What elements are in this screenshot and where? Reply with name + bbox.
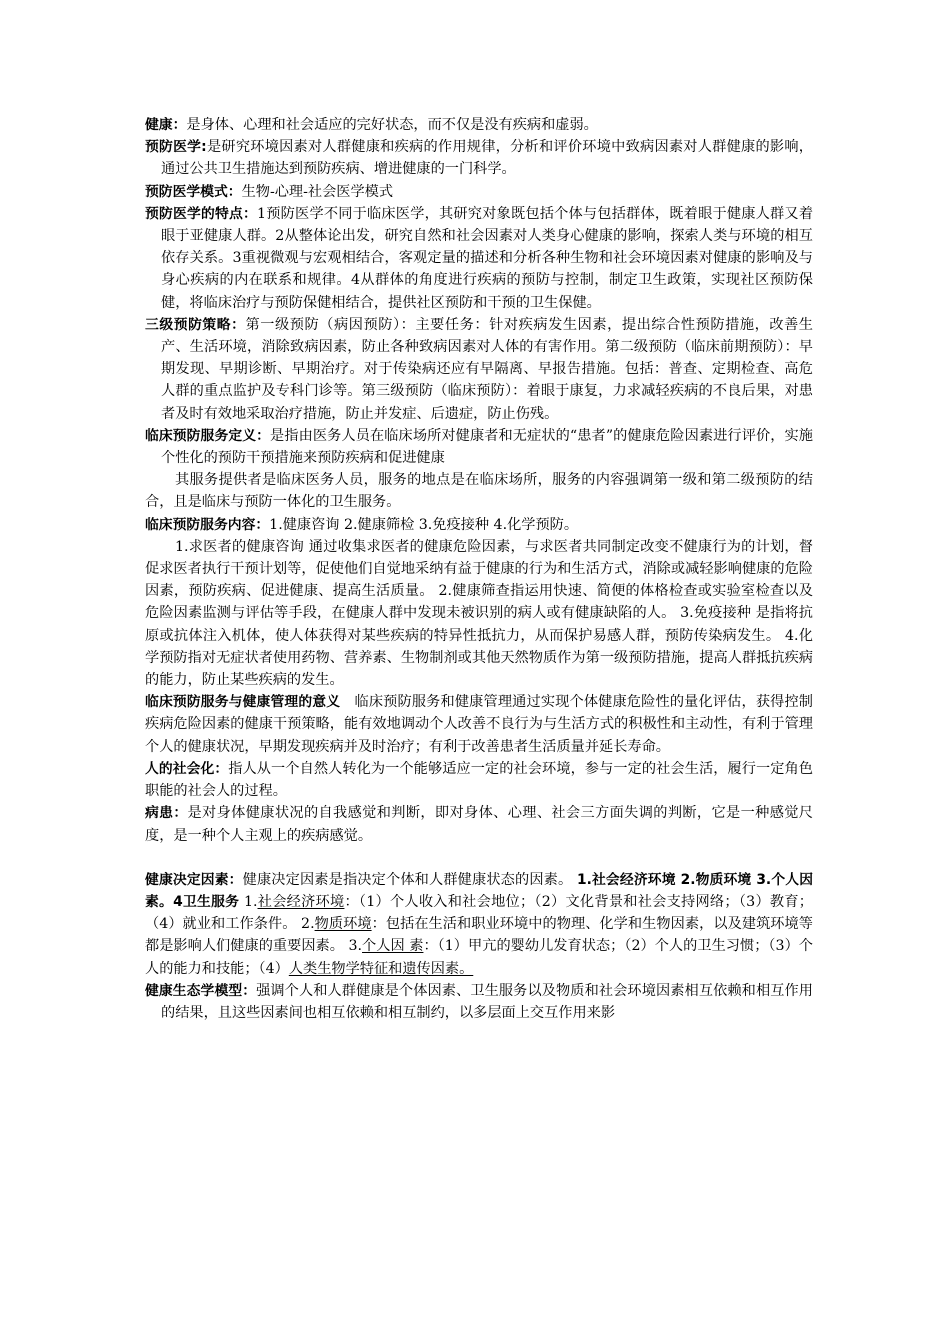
definition-health-determinants [145,869,813,980]
definition-text: 是身体、心理和社会适应的完好状态，而不仅是没有疾病和虚弱。 [186,117,598,133]
definition-clinical-prevention-service [145,425,813,469]
underlined-segment: 个人因 素 [362,938,424,955]
term-label: 临床预防服务定义： [145,427,271,444]
definition-socialization [145,758,813,802]
definition-health [145,114,813,136]
definition-medical-model [145,181,813,203]
term-label: 健康： [145,117,187,133]
definition-health-ecology-model [145,980,813,1024]
definition-text: 1预防医学不同于临床医学，其研究对象既包括个体与包括群体，既着眼于健康人群又着眼于亚健康人群。2从整体论出发，研究自然和社会因素对人类身心健康的影响，探索人类与环境的相互依存关系。3重视微观与宏观相结合，客观定量的描述和分析各种生物和社会环境因素对健康的影响及与身心疾病的内在联系和规律。4从群体的角度进行疾病的预防与控制，制定卫生政策，实现社区预防保健，将临床治疗与预防保健相结合，提供社区预防和干预的卫生保健。 [161,205,814,311]
term-label: 预防医学模式： [145,183,242,200]
term-label: 临床预防服务与健康管理的意义 [145,694,341,711]
text-segment: ：（1）甲亢的婴幼儿发育状态；（2）个人的卫生习惯；（3）个人的能力和技能；（4） [145,938,813,977]
term-label: 三级预防策略： [145,316,246,333]
paragraph-text: 其服务提供者是临床医务人员，服务的地点是在临床场所，服务的内容强调第一级和第二级预防的结合，且是临床与预防一体化的卫生服务。 [145,472,813,511]
definition-three-level-prevention [145,314,813,425]
text-segment: ：包括在生活和职业环境中的物理、化学和生物因素，以及建筑环境等都是影响人们健康的重要因素。 3. [145,916,813,955]
definition-text: 是对身体健康状况的自我感觉和判断，即对身体、心理、社会三方面失调的判断，它是一种感觉尺度，是一种个人主观上的疾病感觉。 [145,805,813,844]
paragraph-text: 1.求医者的健康咨询 通过收集求医者的健康危险因素，与求医者共同制定改变不健康行为的计划，督促求医者执行干预计划等，促使他们自觉地采纳有益于健康的行为和生活方式，消除或减轻影响健康的危险因素，预防疾病、促进健康、提高生活质量。 2.健康筛查指运用快速、简便的体格检查或实验室检查以及危险因素监测与评估等手段，在健康人群中发现未被识别的病人或有健康缺陷的人。 3.免疫接种 是指将抗原或抗体注入机体，使人体获得对某些疾病的特异性抵抗力，从而保护易感人群，预防传染病发生。 4.化学预防指对无症状者使用药物、营养素、生物制剂或其他天然物质作为第一级预防措施，提高人群抵抗疾病的能力，防止某些疾病的发生。 [145,538,813,689]
term-label: 临床预防服务内容： [145,516,270,533]
service-provider-paragraph [145,469,813,513]
document-page [145,114,813,1024]
text-segment: 1. [239,893,258,910]
bold-segment: 1.社会经济环境 2.物质环境 3.个人因素。4卫生服务 [145,871,814,910]
definition-preventive-medicine [145,136,813,180]
service-content-detail [145,536,813,691]
term-label: 病患： [145,805,188,822]
term-label: 预防医学的特点： [145,205,258,222]
definition-service-content [145,514,813,536]
term-label: 健康决定因素： [145,871,243,888]
definition-text: 1.健康咨询 2.健康筛检 3.免疫接种 4.化学预防。 [269,516,579,533]
blank-line [145,847,813,869]
term-label: 预防医学: [145,139,207,156]
text-segment: 健康决定因素是指决定个体和人群健康状态的因素。 [242,871,577,888]
text-segment: ：（1）个人收入和社会地位；（2）文化背景和社会支持网络；（3）教育；（4）就业和工作条件。 2. [145,893,813,933]
definition-text: 是研究环境因素对人群健康和疾病的作用规律，分析和评价环境中致病因素对人群健康的影响，通过公共卫生措施达到预防疾病、增进健康的一门科学。 [161,139,813,178]
definition-illness [145,802,813,846]
term-label: 健康生态学模型： [145,982,257,999]
term-label: 人的社会化： [145,760,229,777]
definition-text: 临床预防服务和健康管理通过实现个体健康危险性的量化评估，获得控制疾病危险因素的健康干预策略，能有效地调动个人改善不良行为与生活方式的积极性和主动性，有利于管理个人的健康状况，早期发现疾病并及时治疗；有利于改善患者生活质量并延长寿命。 [145,694,813,755]
definition-text: 第一级预防（病因预防）：主要任务：针对疾病发生因素，提出综合性预防措施，改善生产、生活环境，消除致病因素，防止各种致病因素对人体的有害作用。第二级预防（临床前期预防）：早期发现、早期诊断、早期治疗。对于传染病还应有早隔离、早报告措施。包括：普查、定期检查、高危人群的重点监护及专科门诊等。第三级预防（临床预防）：着眼于康复，力求减轻疾病的不良后果，对患者及时有效地采取治疗措施，防止并发症、后遗症，防止伤残。 [161,316,813,422]
definition-text: 生物-心理-社会医学模式 [241,183,394,200]
underlined-segment: 社会经济环境 [257,893,345,910]
definition-text: 是指由医务人员在临床场所对健康者和无症状的“患者”的健康危险因素进行评价，实施个性化的预防干预措施来预防疾病和促进健康 [161,427,813,467]
underlined-segment: 人类生物学特征和遗传因素。 [288,960,474,977]
definition-features [145,203,813,314]
definition-text: 指人从一个自然人转化为一个能够适应一定的社会环境，参与一定的社会生活，履行一定角色职能的社会人的过程。 [145,760,813,800]
definition-significance [145,691,813,758]
underlined-segment: 物质环境 [314,916,372,933]
definition-text: 强调个人和人群健康是个体因素、卫生服务以及物质和社会环境因素相互依赖和相互作用的结果，且这些因素间也相互依赖和相互制约，以多层面上交互作用来影 [161,982,813,1021]
